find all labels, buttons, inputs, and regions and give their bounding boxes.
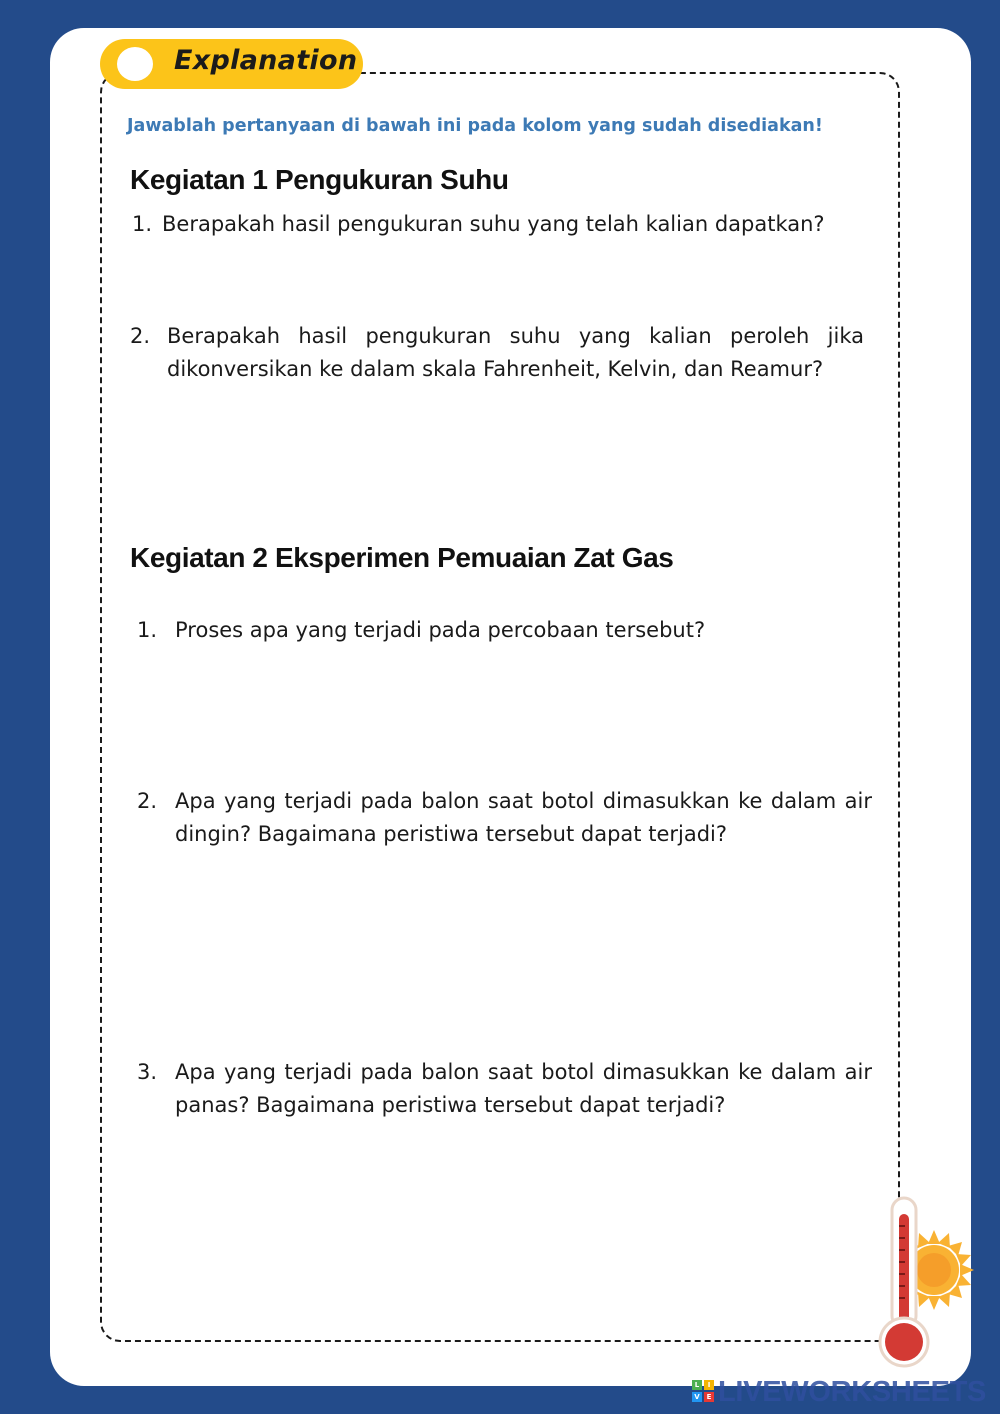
explanation-badge xyxy=(100,39,363,89)
logo-letter: V xyxy=(692,1392,702,1402)
section-2-heading: Kegiatan 2 Eksperimen Pemuaian Zat Gas xyxy=(130,542,674,573)
logo-letter: I xyxy=(704,1380,714,1390)
watermark-text: LIVEWORKSHEETS xyxy=(718,1376,987,1408)
liveworksheets-logo-icon xyxy=(692,1380,716,1404)
question-text: Apa yang terjadi pada balon saat botol dimasukkan ke dalam air panas? Bagaimana peristiwa tersebut dapat terjadi? xyxy=(175,1060,872,1117)
logo-letter: E xyxy=(704,1392,714,1402)
answer-area-frame xyxy=(100,72,900,1342)
question-item xyxy=(130,320,865,386)
thermometer-sun-icon xyxy=(866,1192,976,1376)
question-number: 1. xyxy=(137,618,158,642)
question-text: Apa yang terjadi pada balon saat botol dimasukkan ke dalam air dingin? Bagaimana peristiwa tersebut dapat terjadi? xyxy=(175,789,872,846)
badge-title: Explanation xyxy=(174,45,358,76)
section-1-heading: Kegiatan 1 Pengukuran Suhu xyxy=(130,164,509,195)
badge-dot-icon xyxy=(117,47,153,81)
question-text: Proses apa yang terjadi pada percobaan tersebut? xyxy=(175,618,706,642)
question-number: 2. xyxy=(130,324,151,348)
question-item xyxy=(132,208,872,241)
instruction-text: Jawablah pertanyaan di bawah ini pada kolom yang sudah disediakan! xyxy=(127,116,823,136)
question-item xyxy=(137,614,872,647)
question-number: 3. xyxy=(137,1060,158,1084)
question-item xyxy=(137,1056,872,1122)
question-text: Berapakah hasil pengukuran suhu yang kalian peroleh jika dikonversikan ke dalam skala Fahrenheit, Kelvin, dan Reamur? xyxy=(167,324,864,381)
question-text: Berapakah hasil pengukuran suhu yang telah kalian dapatkan? xyxy=(162,212,825,236)
question-number: 2. xyxy=(137,789,158,813)
question-number: 1. xyxy=(132,212,153,236)
question-item xyxy=(137,785,872,851)
liveworksheets-watermark xyxy=(692,1376,992,1406)
logo-letter: L xyxy=(692,1380,702,1390)
